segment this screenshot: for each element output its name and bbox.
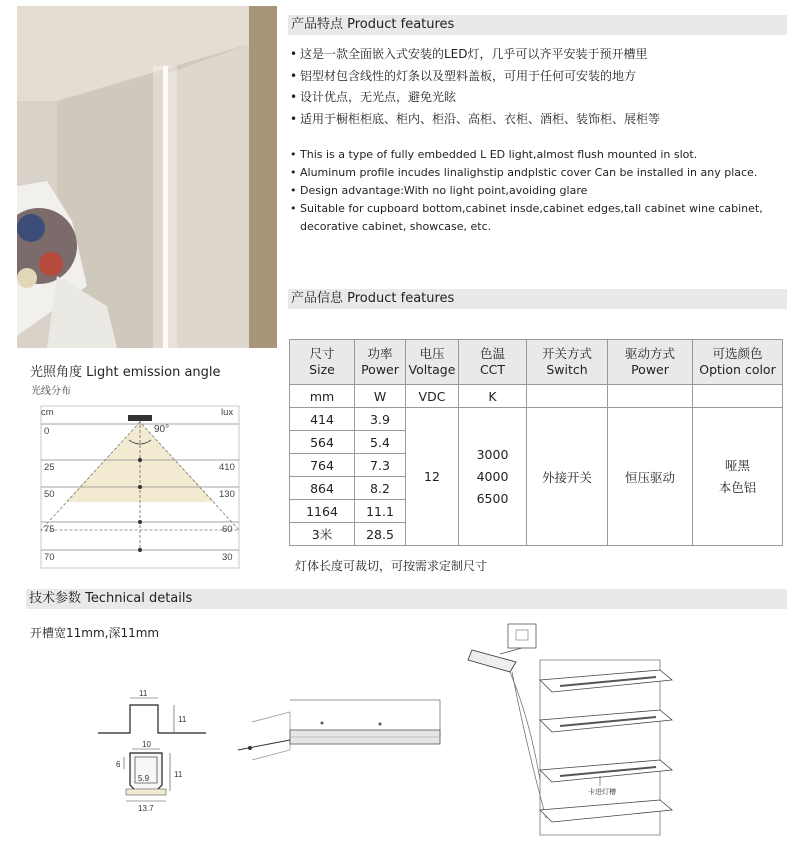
technical-heading: 技术参数 Technical details <box>26 589 787 609</box>
svg-text:6: 6 <box>116 760 121 769</box>
right-unit: lux <box>221 407 234 418</box>
header-color: 可选颜色 Option color <box>693 340 783 385</box>
list-item: • Aluminum profile incudes linalighstip andplstic cover Can be installed in any place. <box>290 164 770 182</box>
info-heading: 产品信息 Product features <box>288 289 787 309</box>
driver-cell: 恒压驱动 <box>608 408 693 546</box>
profile-cross-section <box>94 685 224 815</box>
svg-text:130: 130 <box>219 489 235 500</box>
list-item: • 铝型材包含线性的灯条以及塑料盖板，可用于任何可安装的地方 <box>290 66 790 88</box>
svg-text:30: 30 <box>222 552 233 563</box>
features-cn-list <box>290 44 790 130</box>
product-photo <box>17 6 277 348</box>
svg-text:25: 25 <box>44 462 55 473</box>
driver-icon <box>468 650 516 672</box>
spec-table <box>289 339 783 546</box>
header-driver: 驱动方式 Power <box>608 340 693 385</box>
svg-text:75: 75 <box>44 524 55 535</box>
table-row: 1164 11.1 <box>290 500 783 523</box>
table-row: 414 3.9 12 3000 4000 6500 外接开关 恒压驱动 哑黑 本色铝 <box>290 408 783 431</box>
svg-text:11: 11 <box>139 689 148 698</box>
fixture-icon <box>128 415 152 421</box>
table-row: 564 5.4 <box>290 431 783 454</box>
svg-text:50: 50 <box>44 489 55 500</box>
switch-cell: 外接开关 <box>527 408 608 546</box>
list-item: • Design advantage:With no light point,avoiding glare <box>290 182 770 200</box>
table-row: 3米 28.5 <box>290 523 783 546</box>
svg-text:11: 11 <box>178 715 187 724</box>
list-item: • 设计优点，无光点，避免光眩 <box>290 87 790 109</box>
svg-text:11: 11 <box>174 770 183 779</box>
svg-text:10: 10 <box>142 740 151 749</box>
cabinet-illustration <box>460 620 690 845</box>
svg-text:70: 70 <box>44 552 55 563</box>
header-size: 尺寸 Size <box>290 340 355 385</box>
install-drawing <box>230 690 460 770</box>
voltage-cell: 12 <box>406 408 459 546</box>
angle-diagram <box>25 382 255 572</box>
angle-label: 90° <box>154 424 170 435</box>
list-item: • This is a type of fully embedded L ED light,almost flush mounted in slot. <box>290 146 770 164</box>
color-cell: 哑黑 本色铝 <box>693 408 783 546</box>
length-note: 灯体长度可裁切，可按需求定制尺寸 <box>295 559 488 573</box>
svg-text:0: 0 <box>44 426 50 437</box>
units-row: mm W VDC K <box>290 385 783 408</box>
header-switch: 开关方式 Switch <box>527 340 608 385</box>
svg-text:5.9: 5.9 <box>138 774 150 783</box>
header-cct: 色温 CCT <box>459 340 527 385</box>
table-row: 764 7.3 <box>290 454 783 477</box>
svg-text:13.7: 13.7 <box>138 804 154 813</box>
slot-spec: 开槽宽11mm,深11mm <box>30 626 160 640</box>
list-item: • Suitable for cupboard bottom,cabinet insde,cabinet edges,tall cabinet wine cabinet, decorative cabinet, showcase, etc. <box>290 200 770 236</box>
features-heading: 产品特点 Product features <box>288 15 787 35</box>
left-unit: cm <box>41 407 54 418</box>
list-item: • 这是一款全面嵌入式安装的LED灯，几乎可以齐平安装于预开槽里 <box>290 44 790 66</box>
switch-icon <box>508 624 536 648</box>
table-row: 864 8.2 <box>290 477 783 500</box>
svg-text:60: 60 <box>222 524 233 535</box>
header-voltage: 电压 Voltage <box>406 340 459 385</box>
svg-text:410: 410 <box>219 462 235 473</box>
cct-cell: 3000 4000 6500 <box>459 408 527 546</box>
angle-subtitle: 光线分布 <box>31 386 71 397</box>
angle-title: 光照角度 Light emission angle <box>30 365 221 380</box>
list-item: • 适用于橱柜柜底、柜内、柜沿、高柜、衣柜、酒柜、装饰柜、展柜等 <box>290 109 790 131</box>
install-label: 卡进灯槽 <box>588 789 616 796</box>
features-en-list <box>290 146 770 236</box>
header-power: 功率 Power <box>355 340 406 385</box>
